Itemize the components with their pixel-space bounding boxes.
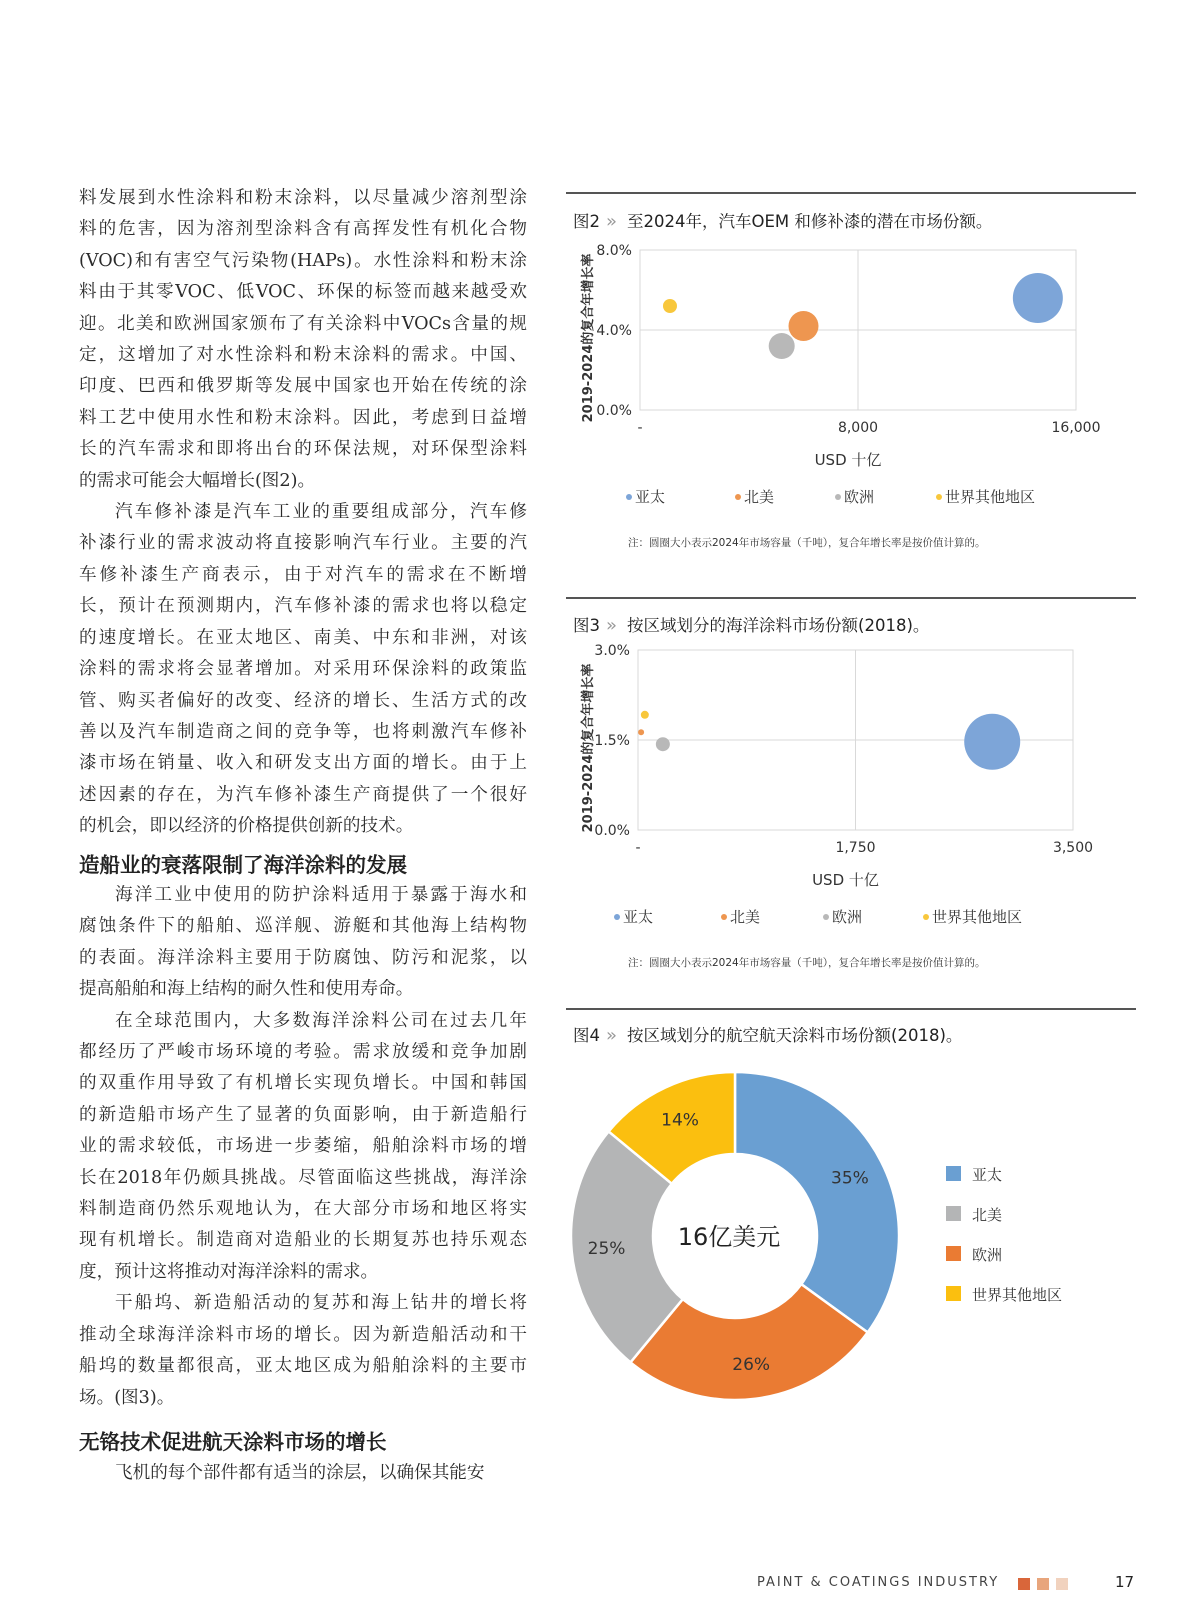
paragraph-3: [79, 880, 527, 1006]
text-line: 料发展到水性涂料和粉末涂料，以尽量减少溶剂型涂: [79, 188, 527, 208]
paragraph-1: [79, 183, 527, 497]
text-line: 都经历了严峻市场环境的考验。需求放缓和竞争加剧: [79, 1042, 527, 1063]
chart-note: 注：圆圈大小表示2024年市场容量（千吨），复合年增长率是按价值计算的。: [628, 537, 986, 549]
figure-3-bubble-chart: [566, 640, 1146, 985]
figure-2-title: [573, 208, 992, 232]
text-line: 涂料的需求将会显著增加。对采用环保涂料的政策监: [79, 659, 527, 680]
figure-4-title: [573, 1022, 962, 1046]
donut-center-label: 16亿美元: [677, 1223, 781, 1251]
figure-caption: 按区域划分的海洋涂料市场份额(2018)。: [627, 616, 930, 635]
legend-marker: [735, 494, 741, 500]
paragraph-4: [79, 1006, 527, 1289]
data-bubble: [769, 333, 795, 359]
text-line: 干船坞、新造船活动的复苏和海上钻井的增长将: [115, 1293, 527, 1314]
footer-square-3: [1056, 1578, 1068, 1590]
y-tick-label: 1.5%: [594, 733, 630, 749]
slice-label: 35%: [831, 1168, 869, 1189]
x-tick-label: 3,500: [1052, 840, 1094, 856]
text-line: (VOC)和有害空气污染物(HAPs)。水性涂料和粉末涂: [79, 250, 527, 271]
text-line: 的需求可能会大幅增长(图2)。: [79, 470, 316, 491]
y-tick-label: 4.0%: [596, 323, 632, 339]
slice-label: 25%: [587, 1239, 626, 1260]
text-line: 长的汽车需求和即将出台的环保法规，对环保型涂料: [79, 439, 527, 460]
legend-label: 欧洲: [972, 1246, 1003, 1264]
article-column-marine: [79, 880, 527, 1414]
figure-4-donut-chart: [566, 1060, 1146, 1460]
text-line: 场。(图3)。: [79, 1387, 175, 1408]
x-axis-title: USD 十亿: [814, 451, 882, 469]
legend-marker: [936, 494, 942, 500]
text-line: 长在2018年仍颇具挑战。尽管面临这些挑战，海洋涂: [79, 1167, 527, 1188]
article-column-aerospace: [79, 1458, 527, 1489]
text-line: 迎。北美和欧洲国家颁布了有关涂料中VOCs含量的规: [79, 313, 527, 334]
text-line: 的新造船市场产生了显著的负面影响，由于新造船行: [79, 1104, 527, 1125]
section-heading-aerospace: 无铬技术促进航天涂料市场的增长: [79, 1430, 387, 1454]
text-line: 管、购买者偏好的改变、经济的增长、生活方式的改: [79, 690, 527, 711]
text-line: 腐蚀条件下的船舶、巡洋舰、游艇和其他海上结构物: [79, 916, 527, 937]
legend-marker: [835, 494, 841, 500]
x-tick-label: 8,000: [837, 420, 879, 436]
legend-label: 北美: [972, 1206, 1003, 1224]
data-bubble: [656, 737, 670, 751]
data-bubble: [638, 729, 644, 735]
legend-swatch: [946, 1206, 961, 1221]
text-line: 的双重作用导致了有机增长实现负增长。中国和韩国: [79, 1073, 527, 1094]
legend-marker: [721, 914, 727, 920]
text-line: 飞机的每个部件都有适当的涂层，以确保其能安: [115, 1463, 485, 1483]
figure-4-rule: [566, 1008, 1136, 1010]
y-tick-label: 8.0%: [596, 243, 632, 259]
figure-3-rule: [566, 597, 1136, 599]
legend-label: 世界其他地区: [945, 488, 1036, 506]
legend-label: 北美: [744, 488, 775, 506]
text-line: 料制造商仍然乐观地认为，在大部分市场和地区将实: [79, 1199, 527, 1220]
text-line: 漆市场在销量、收入和研发支出方面的增长。由于上: [79, 753, 527, 774]
legend-swatch: [946, 1246, 961, 1261]
x-tick-label: -: [637, 420, 643, 436]
figure-2-bubble-chart: [566, 236, 1146, 566]
text-line: 的表面。海洋涂料主要用于防腐蚀、防污和泥浆，以: [79, 947, 527, 968]
x-tick-label: 16,000: [1051, 420, 1101, 436]
legend-label: 欧洲: [832, 908, 863, 926]
x-tick-label: 1,750: [835, 840, 876, 856]
legend-label: 北美: [730, 908, 761, 926]
text-line: 长，预计在预测期内，汽车修补漆的需求也将以稳定: [79, 596, 527, 617]
journal-name: PAINT & COATINGS INDUSTRY: [757, 1575, 1000, 1590]
text-line: 的速度增长。在亚太地区、南美、中东和非洲，对该: [79, 627, 527, 648]
text-line: 料的危害，因为溶剂型涂料含有高挥发性有机化合物: [79, 219, 527, 240]
data-bubble: [663, 299, 677, 313]
page-number: 17: [1115, 1573, 1135, 1591]
footer-square-1: [1018, 1578, 1030, 1590]
legend-label: 世界其他地区: [932, 908, 1023, 926]
text-line: 度，预计这将推动对海洋涂料的需求。: [79, 1261, 379, 1282]
text-line: 业的需求较低，市场进一步萎缩，船舶涂料市场的增: [79, 1136, 527, 1157]
legend-label: 世界其他地区: [972, 1286, 1063, 1304]
donut-slice: [735, 1072, 899, 1332]
y-tick-label: 0.0%: [596, 403, 632, 419]
figure-label: 图4: [573, 1026, 600, 1045]
footer-square-2: [1037, 1578, 1049, 1590]
legend-swatch: [946, 1166, 961, 1181]
data-bubble: [964, 714, 1020, 770]
figure-caption: 按区域划分的航空航天涂料市场份额(2018)。: [627, 1026, 963, 1045]
chevron-right-icon: »: [606, 615, 618, 636]
x-tick-label: -: [635, 840, 641, 856]
y-axis-title: 2019-2024的复合年增长率: [581, 253, 596, 423]
text-line: 的机会，即以经济的价格提供创新的技术。: [79, 816, 414, 837]
text-line: 定，这增加了对水性涂料和粉末涂料的需求。中国、: [79, 345, 527, 366]
section-heading-marine: 造船业的衰落限制了海洋涂料的发展: [79, 853, 407, 877]
text-line: 印度、巴西和俄罗斯等发展中国家也开始在传统的涂: [79, 376, 527, 397]
text-line: 善以及汽车制造商之间的竞争等，也将刺激汽车修补: [79, 721, 527, 742]
text-line: 船坞的数量都很高，亚太地区成为船舶涂料的主要市: [79, 1356, 527, 1377]
y-tick-label: 0.0%: [594, 823, 630, 839]
text-line: 车修补漆生产商表示，由于对汽车的需求在不断增: [79, 564, 527, 585]
paragraph-6: [79, 1458, 527, 1489]
slice-label: 14%: [661, 1110, 699, 1131]
figure-label: 图2: [573, 212, 600, 231]
legend-label: 亚太: [635, 488, 666, 506]
x-axis-title: USD 十亿: [812, 871, 879, 889]
chevron-right-icon: »: [606, 211, 618, 232]
legend-marker: [614, 914, 620, 920]
chart-note: 注：圆圈大小表示2024年市场容量（千吨），复合年增长率是按价值计算的。: [628, 957, 986, 969]
chevron-right-icon: »: [606, 1025, 618, 1046]
y-axis-title: 2019-2024的复合年增长率: [581, 663, 596, 833]
figure-3-title: [573, 612, 929, 636]
text-line: 料工艺中使用水性和粉末涂料。因此，考虑到日益增: [79, 407, 527, 428]
article-column-top: [79, 183, 527, 843]
legend-marker: [823, 914, 829, 920]
text-line: 料由于其零VOC、低VOC、环保的标签而越来越受欢: [79, 282, 527, 303]
legend-marker: [626, 494, 632, 500]
text-line: 提高船舶和海上结构的耐久性和使用寿命。: [79, 979, 414, 1000]
data-bubble: [789, 311, 819, 341]
legend-label: 亚太: [623, 908, 654, 926]
data-bubble: [1013, 273, 1063, 323]
text-line: 海洋工业中使用的防护涂料适用于暴露于海水和: [115, 885, 527, 905]
text-line: 汽车修补漆是汽车工业的重要组成部分，汽车修: [115, 502, 527, 523]
figure-label: 图3: [573, 616, 600, 635]
legend-marker: [923, 914, 929, 920]
legend-swatch: [946, 1286, 961, 1301]
legend-label: 欧洲: [844, 488, 875, 506]
text-line: 现有机增长。制造商对造船业的长期复苏也持乐观态: [79, 1230, 527, 1251]
text-line: 补漆行业的需求波动将直接影响汽车行业。主要的汽: [79, 533, 527, 554]
data-bubble: [641, 711, 649, 719]
text-line: 述因素的存在，为汽车修补漆生产商提供了一个很好: [79, 784, 527, 805]
legend-label: 亚太: [972, 1166, 1003, 1184]
y-tick-label: 3.0%: [594, 643, 630, 659]
paragraph-5: [79, 1288, 527, 1414]
figure-caption: 至2024年，汽车OEM 和修补漆的潜在市场份额。: [627, 212, 993, 231]
slice-label: 26%: [732, 1354, 771, 1375]
figure-2-rule: [566, 192, 1136, 194]
text-line: 推动全球海洋涂料市场的增长。因为新造船活动和干: [79, 1324, 527, 1345]
text-line: 在全球范围内，大多数海洋涂料公司在过去几年: [115, 1010, 527, 1031]
paragraph-2: [79, 497, 527, 842]
